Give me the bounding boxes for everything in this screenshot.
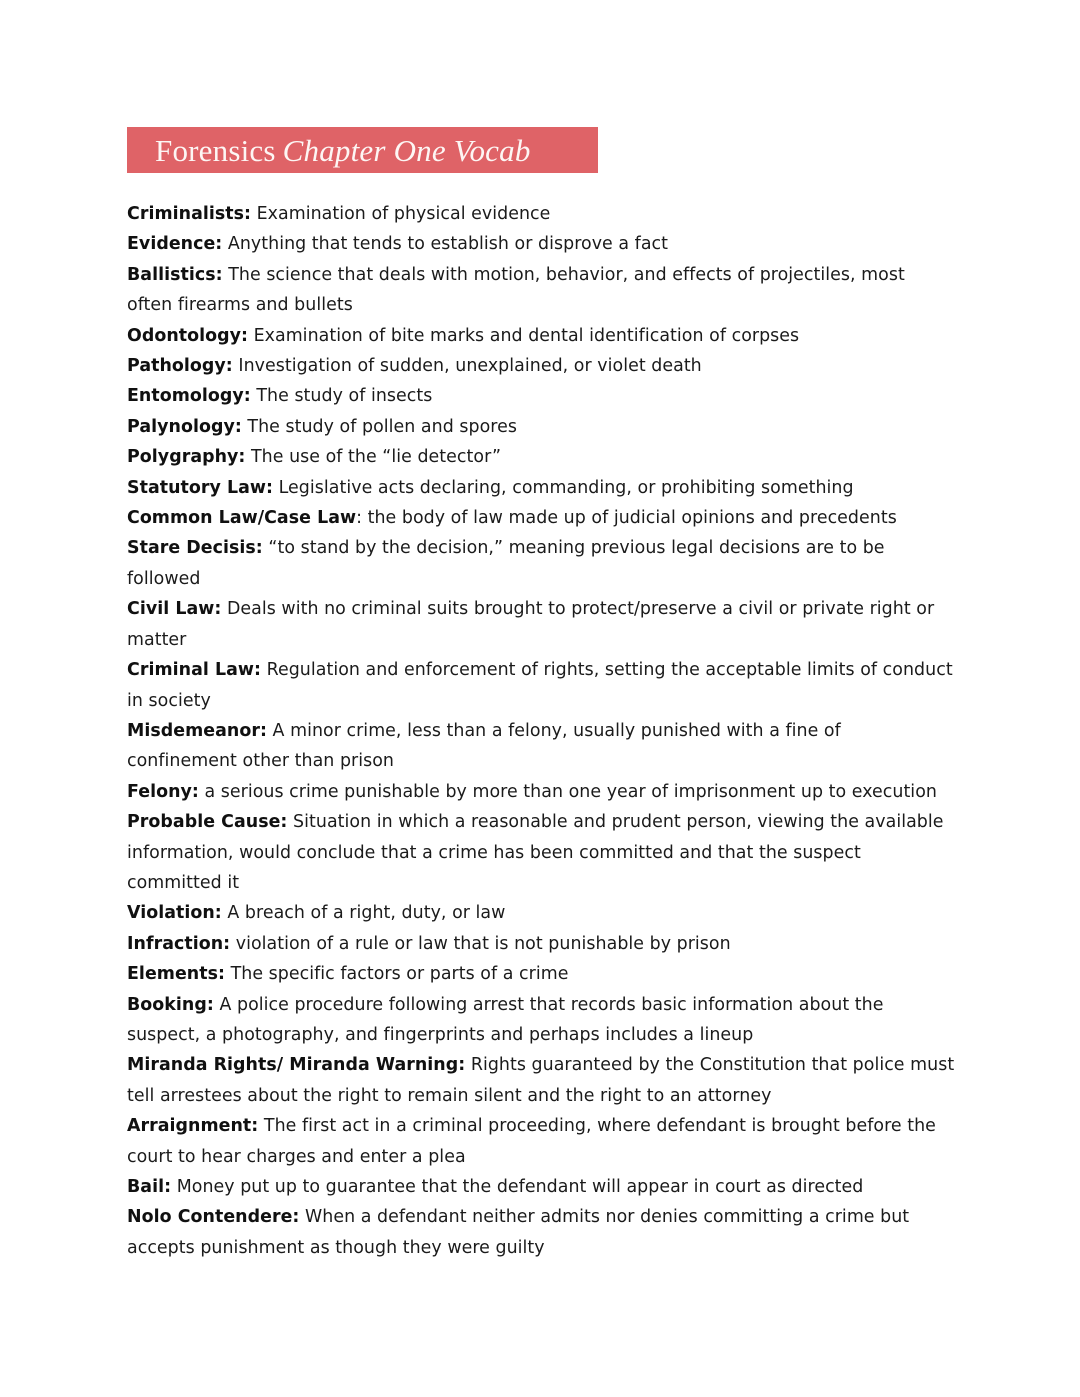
vocab-term: Ballistics: (127, 264, 223, 285)
vocab-term: Stare Decisis: (127, 538, 263, 559)
vocab-definition: Legislative acts declaring, commanding, or prohibiting something (273, 477, 854, 498)
vocab-definition: Situation in which a reasonable and prudent person, viewing the available information, would conclude that a crime has been committed and that the suspect committed it (127, 812, 944, 893)
vocab-entry (127, 898, 955, 928)
vocab-entry (127, 1050, 955, 1111)
vocab-entry (127, 1111, 955, 1172)
vocab-definition: The study of pollen and spores (241, 416, 517, 437)
vocab-entry (127, 1172, 955, 1202)
vocab-entry (127, 990, 955, 1051)
vocab-term: Booking: (127, 994, 214, 1015)
vocab-definition: Examination of bite marks and dental identification of corpses (248, 325, 800, 346)
vocab-entry (127, 412, 955, 442)
vocab-term: Odontology: (127, 325, 249, 346)
vocab-entry (127, 777, 955, 807)
vocab-entry (127, 716, 955, 777)
vocab-term: Evidence: (127, 234, 223, 255)
vocab-entry (127, 229, 955, 259)
vocab-definition: The science that deals with motion, behavior, and effects of projectiles, most often firearms and bullets (127, 264, 905, 316)
vocab-term: Entomology: (127, 386, 251, 407)
vocab-entry (127, 503, 955, 533)
vocab-term: Criminalists: (127, 204, 252, 224)
vocab-term: Bail: (127, 1177, 172, 1197)
vocab-entry (127, 260, 955, 321)
vocab-definition: Rights guaranteed by the Constitution that police must tell arrestees about the right to remain silent and the right to an attorney (127, 1055, 955, 1106)
vocab-term: Felony: (127, 781, 199, 802)
vocab-term: Criminal Law: (127, 660, 262, 681)
vocab-definition: The study of insects (250, 386, 433, 407)
vocab-term: Pathology: (127, 356, 233, 377)
vocab-term: Violation: (127, 903, 222, 924)
vocab-entry (127, 929, 955, 959)
vocab-term: Civil Law: (127, 599, 222, 620)
vocab-term: Arraignment: (127, 1116, 259, 1137)
vocab-definition: Anything that tends to establish or disprove a fact (222, 234, 669, 255)
page-title (155, 132, 531, 168)
vocab-definition: The use of the “lie detector” (245, 447, 502, 468)
vocab-entry (127, 381, 955, 411)
vocab-entry (127, 1202, 955, 1263)
vocab-definition: Examination of physical evidence (251, 204, 551, 224)
vocab-entry (127, 351, 955, 381)
vocab-term: Statutory Law: (127, 477, 274, 498)
vocab-entry (127, 533, 955, 594)
vocab-definition: A minor crime, less than a felony, usually punished with a fine of confinement other than prison (127, 720, 841, 772)
vocab-term: Polygraphy: (127, 447, 246, 468)
page-title-regular: Forensics (155, 132, 276, 168)
vocab-definition: violation of a rule or law that is not punishable by prison (230, 933, 731, 954)
vocab-definition: The first act in a criminal proceeding, where defendant is brought before the court to hear charges and enter a plea (127, 1116, 936, 1167)
vocabulary-list (127, 199, 955, 1263)
vocab-term: Nolo Contendere: (127, 1207, 300, 1228)
vocab-entry (127, 321, 955, 351)
vocab-entry (127, 442, 955, 472)
vocab-entry (127, 473, 955, 503)
vocab-definition: Money put up to guarantee that the defendant will appear in court as directed (171, 1177, 864, 1197)
vocab-entry (127, 959, 955, 989)
vocab-definition: Investigation of sudden, unexplained, or violet death (232, 356, 702, 377)
vocab-entry (127, 199, 955, 229)
vocab-term: Palynology: (127, 416, 242, 437)
vocab-definition: The specific factors or parts of a crime (225, 964, 569, 985)
vocab-definition: : the body of law made up of judicial opinions and precedents (356, 508, 897, 529)
vocab-definition: Deals with no criminal suits brought to protect/preserve a civil or private right or matter (127, 599, 935, 650)
vocab-term: Elements: (127, 964, 226, 985)
vocab-definition: a serious crime punishable by more than one year of imprisonment up to execution (198, 781, 937, 802)
page-title-italic: Chapter One Vocab (282, 132, 531, 168)
vocab-definition: When a defendant neither admits nor denies committing a crime but accepts punishment as though they were guilty (127, 1207, 910, 1258)
vocab-entry (127, 807, 955, 898)
vocab-definition: Regulation and enforcement of rights, setting the acceptable limits of conduct in society (127, 660, 953, 711)
vocab-entry (127, 655, 955, 716)
vocab-definition: “to stand by the decision,” meaning previous legal decisions are to be followed (127, 538, 885, 589)
vocab-definition: A breach of a right, duty, or law (221, 903, 506, 924)
vocab-term: Infraction: (127, 933, 231, 954)
vocab-term: Miranda Rights/ Miranda Warning: (127, 1055, 466, 1076)
title-banner (127, 127, 598, 173)
vocab-term: Common Law/Case Law (127, 508, 357, 529)
vocab-term: Misdemeanor: (127, 720, 267, 741)
vocab-term: Probable Cause: (127, 812, 288, 833)
vocab-definition: A police procedure following arrest that records basic information about the suspect, a photography, and fingerprints and perhaps includes a lineup (127, 994, 884, 1045)
vocab-entry (127, 594, 955, 655)
